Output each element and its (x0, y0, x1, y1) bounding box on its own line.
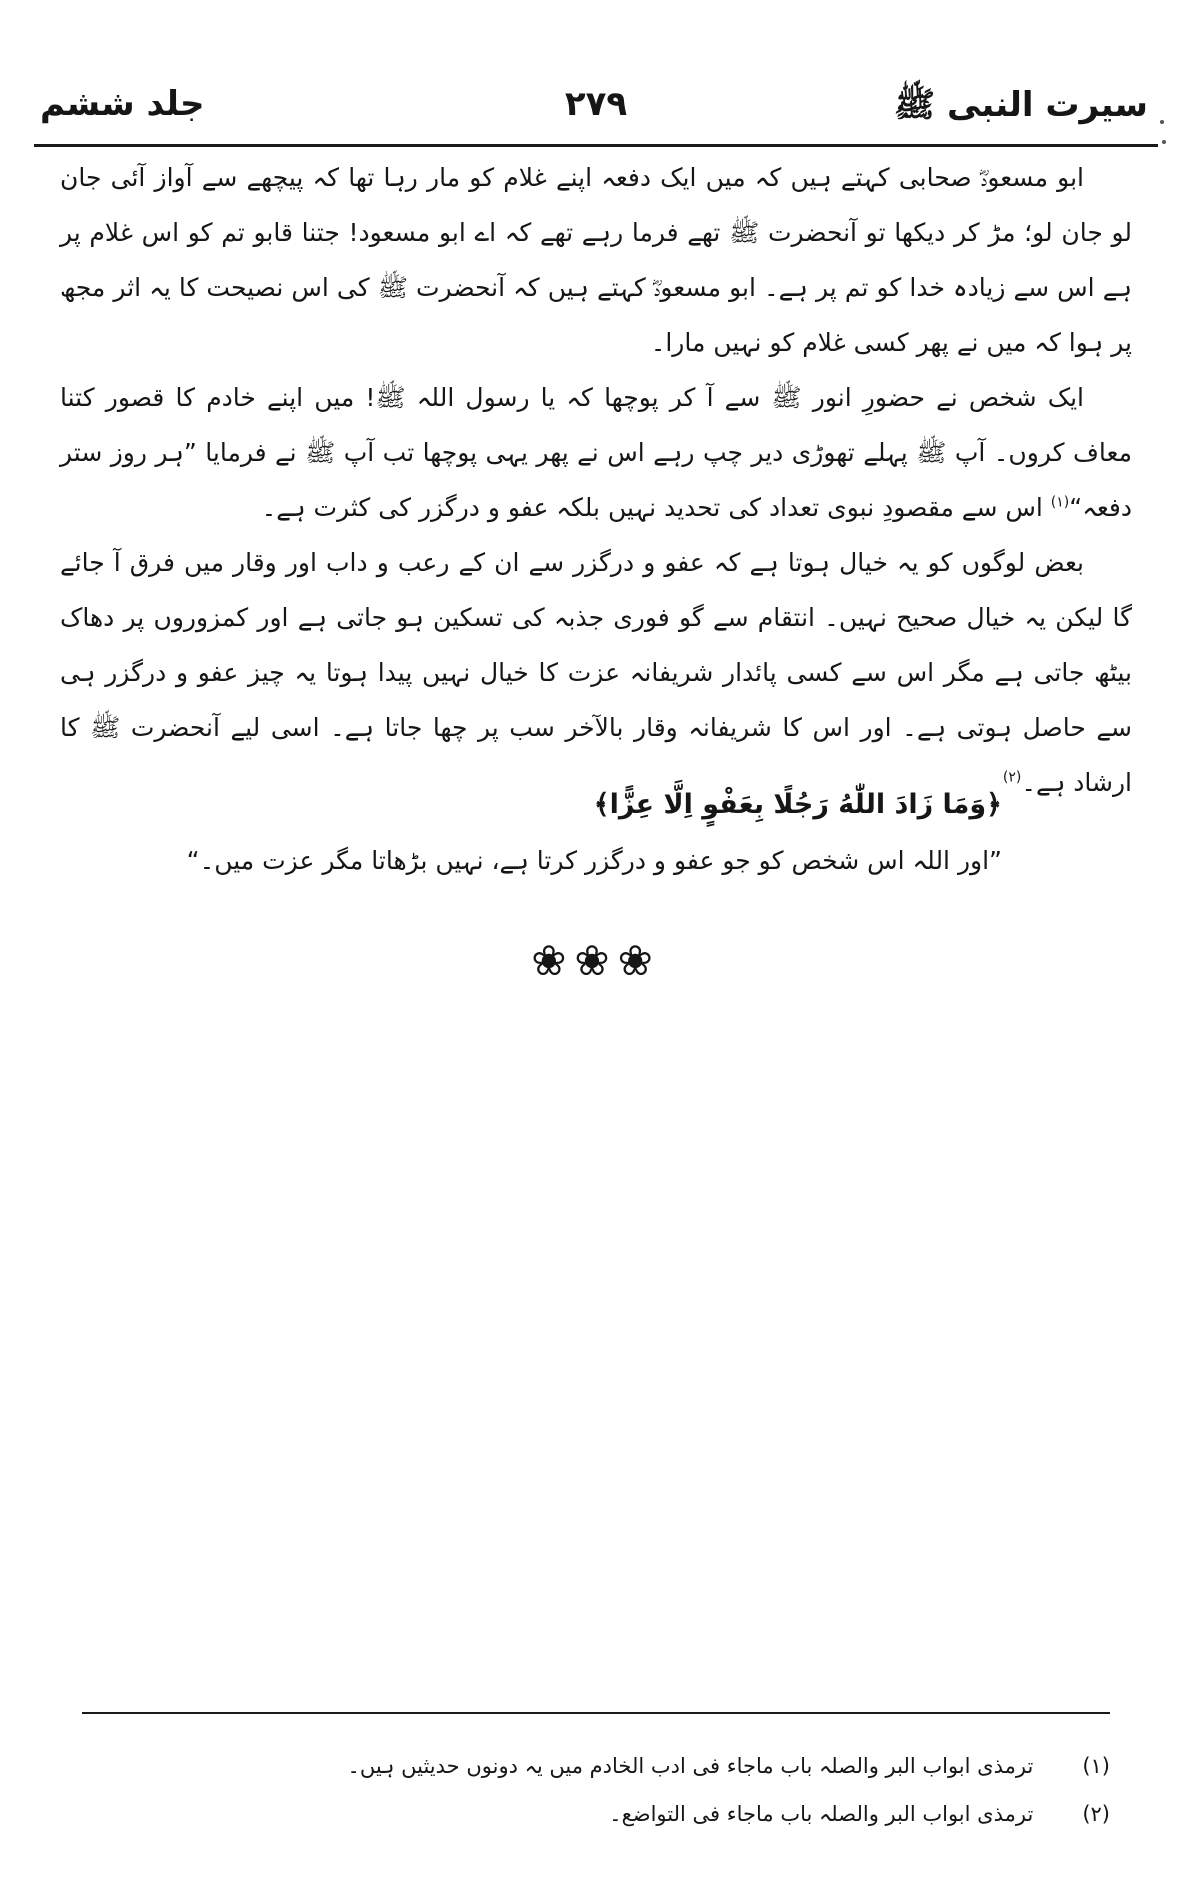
footnote-number: (۲) (1082, 1802, 1110, 1826)
footnote-ref-1: (۱) (1050, 494, 1070, 511)
margin-speck (1160, 120, 1164, 124)
paragraph-2-text: ایک شخص نے حضورِ انور ﷺ سے آ کر پوچھا کہ یا رسول اللہ ﷺ! میں اپنے خادم کا قصور کتنا معاف کروں۔ آپ ﷺ پہلے تھوڑی دیر چپ رہے اس نے پھر یہی پوچھا تب آپ ﷺ نے فرمایا ”ہر روز ستر دفعہ“ (60, 383, 1132, 522)
footnote-number: (۱) (1082, 1754, 1110, 1778)
hadith-translation: ”اور اللہ اس شخص کو جو عفو و درگزر کرتا ہے، نہیں بڑھاتا مگر عزت میں۔“ (186, 846, 1002, 875)
paragraph-2-tail: اس سے مقصودِ نبوی تعداد کی تحدید نہیں بلکہ عفو و درگزر کی کثرت ہے۔ (261, 493, 1043, 522)
volume-label: جلد ششم (40, 84, 205, 124)
book-title: سیرت النبی ﷺ (894, 85, 1148, 125)
margin-speck (1162, 140, 1166, 144)
page-number: ۲۷۹ (564, 84, 628, 124)
footnote-item (82, 1790, 1110, 1838)
hadith-arabic: ﴿وَمَا زَادَ اللّٰهُ رَجُلًا بِعَفْوٍ اِلَّا عِزًّا﴾ (593, 789, 1002, 820)
flower-ornament: ❀❀❀ (531, 936, 661, 985)
footnote-item (82, 1742, 1110, 1790)
footnote-ref-2: (۲) (1002, 769, 1022, 786)
paragraph-2 (60, 370, 1132, 535)
footnote-text: ترمذی ابواب البر والصلہ باب ماجاء فی التواضع۔ (609, 1802, 1034, 1826)
paragraph-1: ابو مسعودؓ صحابی کہتے ہیں کہ میں ایک دفعہ اپنے غلام کو مار رہا تھا کہ پیچھے سے آواز آئی جان لو جان لو؛ مڑ کر دیکھا تو آنحضرت ﷺ تھے فرما رہے تھے کہ اے ابو مسعود! جتنا قابو تم کو اس غلام پر ہے اس سے زیادہ خدا کو تم پر ہے۔ ابو مسعودؓ کہتے ہیں کہ آنحضرت ﷺ کی اس نصیحت کا یہ اثر مجھ پر ہوا کہ میں نے پھر کسی غلام کو نہیں مارا۔ (60, 163, 1132, 357)
footnote-text: ترمذی ابواب البر والصلہ باب ماجاء فی ادب الخادم میں یہ دونوں حدیثیں ہیں۔ (347, 1754, 1034, 1778)
header-rule (34, 144, 1158, 147)
page-header (34, 84, 1158, 140)
paragraph-3 (60, 535, 1132, 810)
footnotes (82, 1742, 1110, 1838)
paragraph-3-text: بعض لوگوں کو یہ خیال ہوتا ہے کہ عفو و درگزر سے ان کے رعب و داب اور وقار میں فرق آ جائے گا لیکن یہ خیال صحیح نہیں۔ انتقام سے گو فوری جذبہ کی تسکین ہو جاتی ہے اور کمزوروں پر دھاک بیٹھ جاتی ہے مگر اس سے کسی پائدار شریفانہ عزت کا خیال نہیں پیدا ہوتا یہ چیز عفو و درگزر ہی سے حاصل ہوتی ہے۔ اور اس کا شریفانہ وقار بالآخر سب پر چھا جاتا ہے۔ اسی لیے آنحضرت ﷺ کا ارشاد ہے۔ (60, 548, 1132, 797)
footnote-rule (82, 1712, 1110, 1714)
main-text (60, 150, 1132, 810)
